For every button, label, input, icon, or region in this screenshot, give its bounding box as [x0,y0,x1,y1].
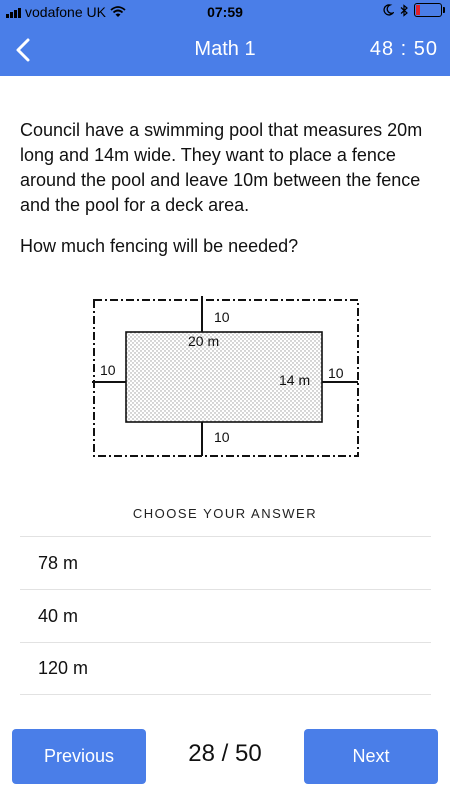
battery-icon [414,3,442,17]
label-bottom-gap: 10 [214,429,230,445]
answer-list [20,536,431,695]
label-left-gap: 10 [100,362,116,378]
carrier-name: vodafone UK [25,4,106,20]
question-text [20,118,430,259]
label-top-gap: 10 [214,309,230,325]
status-bar [0,0,450,24]
question-paragraph: Council have a swimming pool that measures 20m long and 14m wide. They want to place a fence around the pool and leave 10m between the fence and the pool for a deck area. [20,120,423,215]
answer-option[interactable]: 40 m [20,589,431,642]
page-title: Math 1 [194,38,256,60]
status-time: 07:59 [207,4,243,20]
label-width: 14 m [279,372,311,388]
status-right [383,3,442,17]
label-length: 20 m [188,333,220,349]
answer-option[interactable]: 120 m [20,642,431,695]
answer-option[interactable]: 78 m [20,536,431,589]
next-button[interactable]: Next [304,729,438,784]
previous-button[interactable]: Previous [12,729,146,784]
bluetooth-icon [400,4,408,17]
question-progress: 28 / 50 [188,740,262,767]
choose-answer-label: CHOOSE YOUR ANSWER [132,506,318,521]
label-right-gap: 10 [328,365,344,381]
nav-bar [0,24,450,76]
moon-icon [383,4,394,16]
countdown-timer: 48 : 50 [369,38,438,60]
question-prompt: How much fencing will be needed? [20,236,299,256]
pool-diagram [88,294,364,460]
